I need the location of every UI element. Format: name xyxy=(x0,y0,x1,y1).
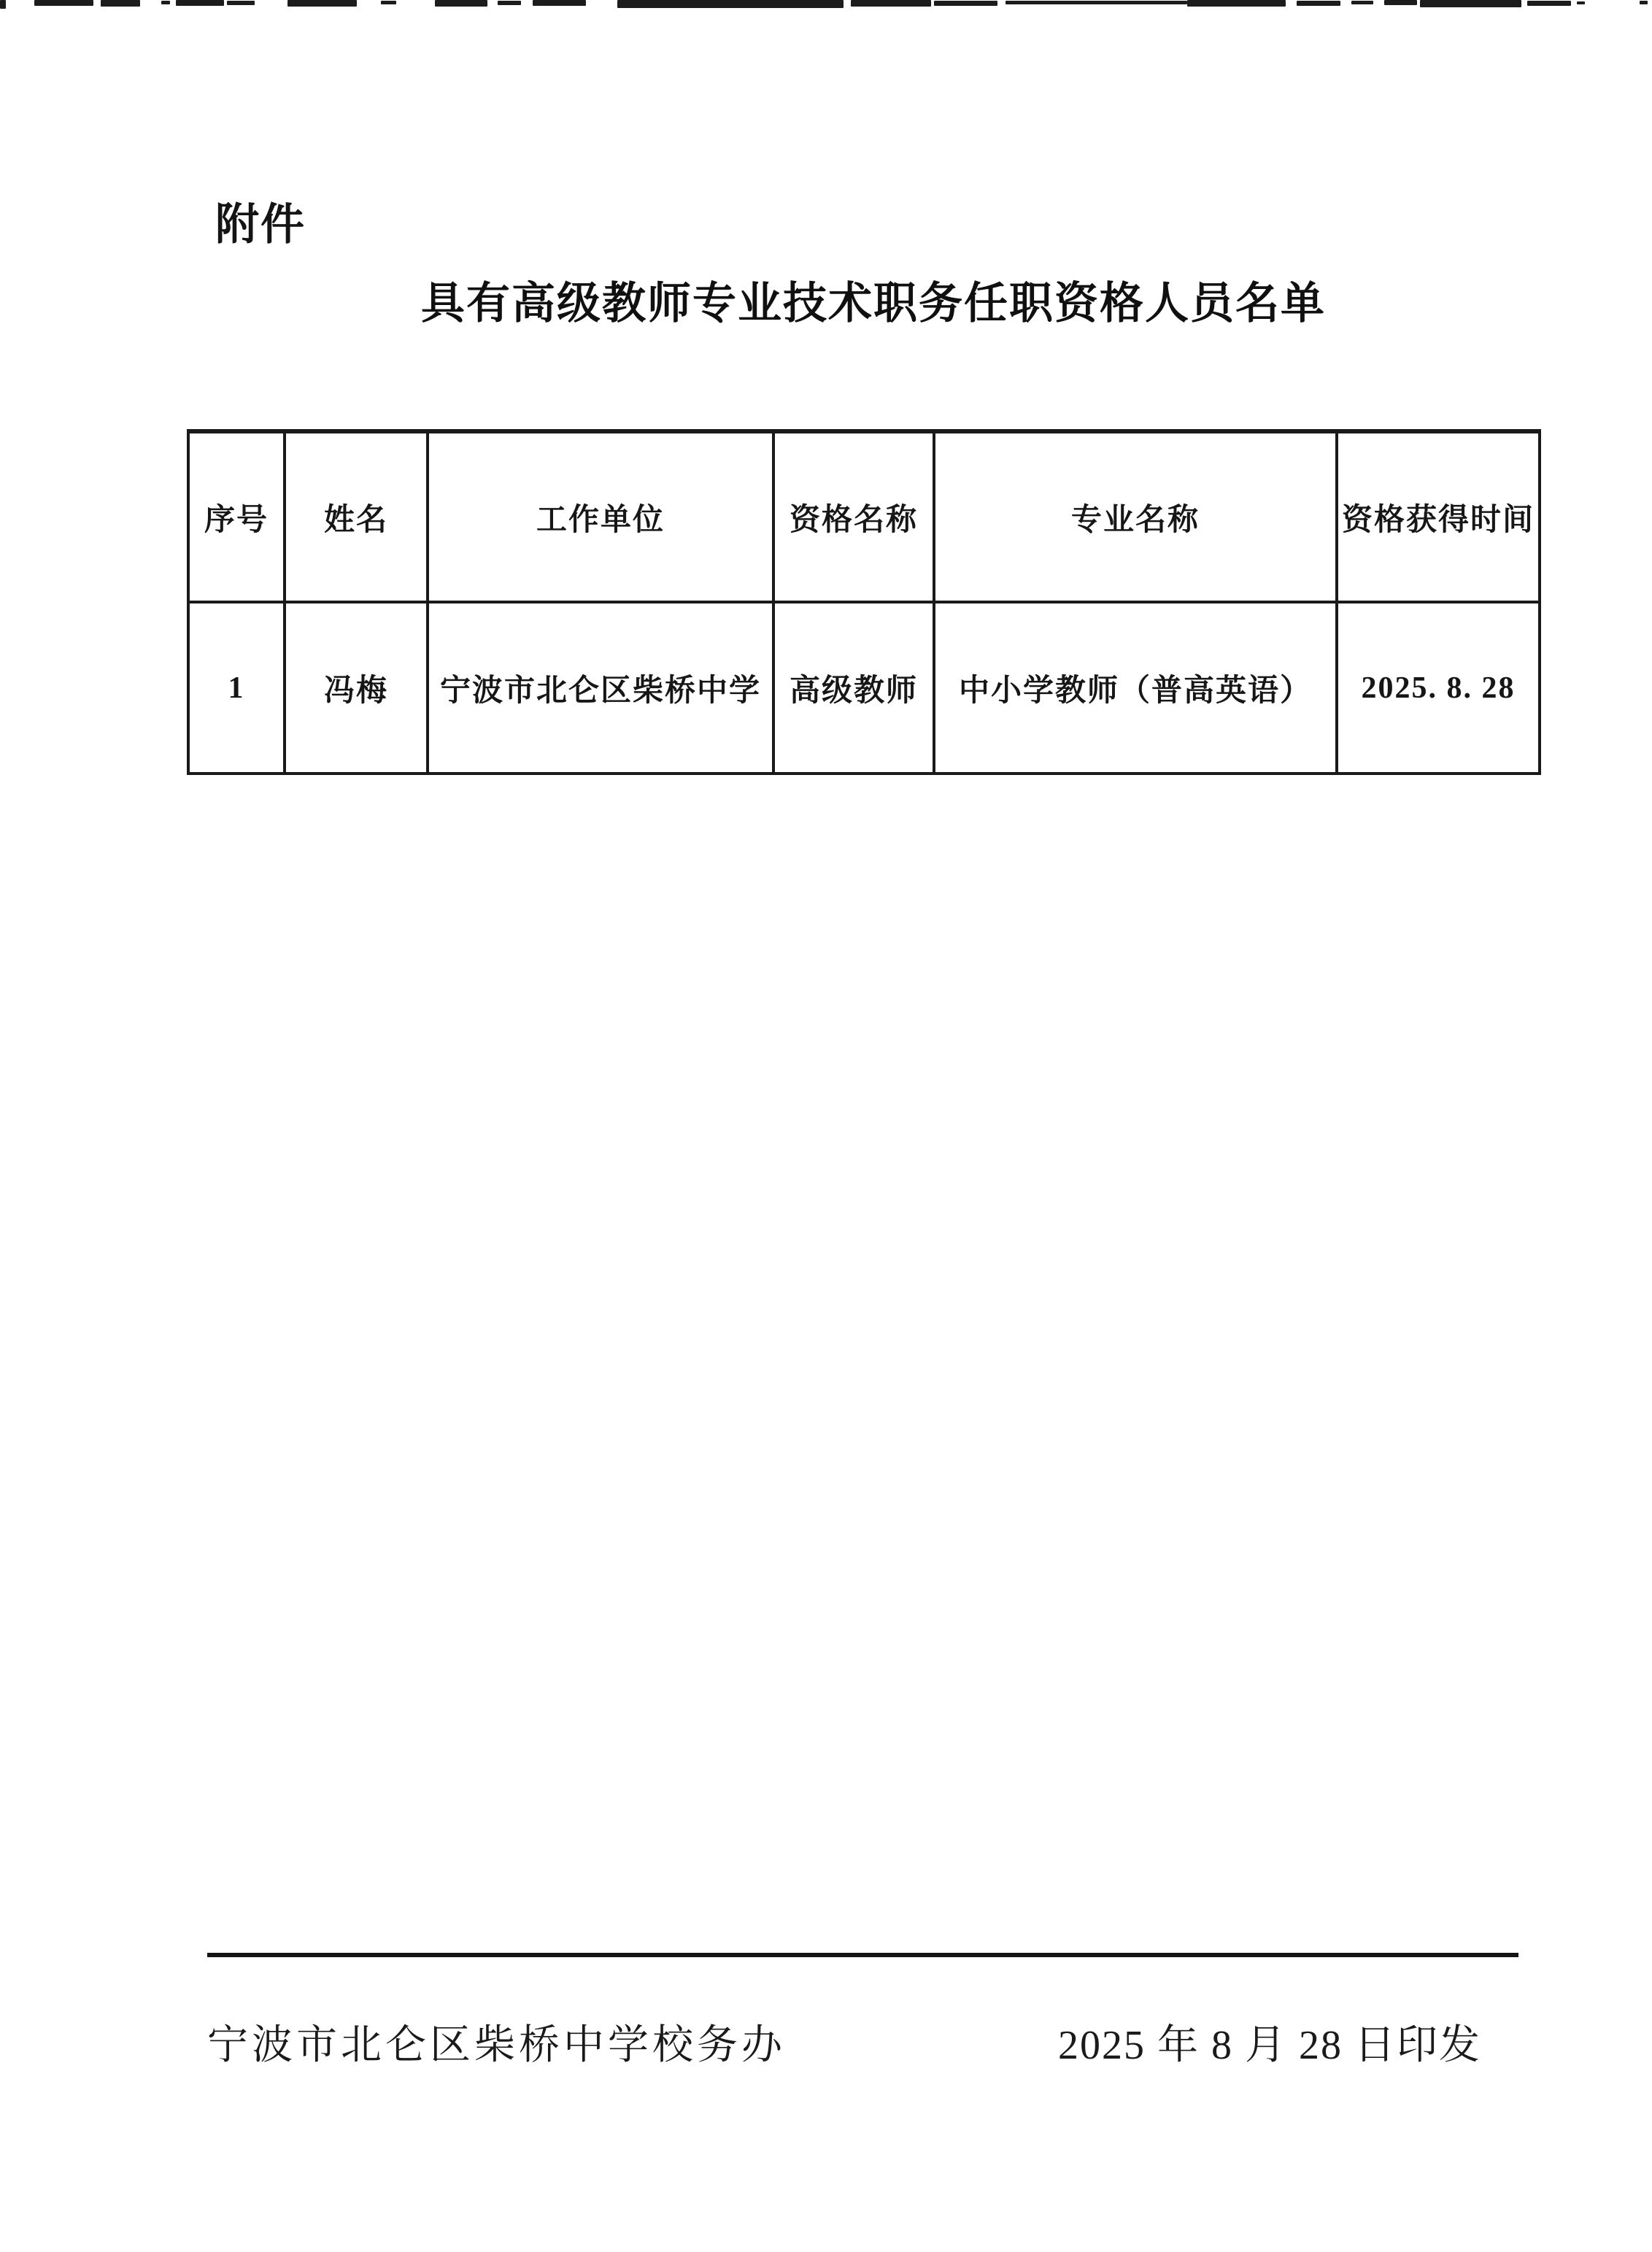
scan-artifact-segment xyxy=(1006,1,1187,4)
scan-artifact-segment xyxy=(1351,1,1373,4)
page-title: 具有高级教师专业技术职务任职资格人员名单 xyxy=(421,279,1326,328)
scan-artifact-segment xyxy=(1384,0,1417,5)
scan-artifact-segment xyxy=(381,1,396,4)
scan-artifact-segment xyxy=(498,1,521,5)
column-header-name: 姓名 xyxy=(285,431,428,602)
cell-work-unit: 宁波市北仑区柴桥中学 xyxy=(428,602,773,774)
footer xyxy=(207,2013,1481,2071)
scan-artifact-segment xyxy=(1297,1,1340,6)
scan-artifact-segment xyxy=(287,0,357,7)
scan-artifact-segment xyxy=(1187,0,1286,7)
cell-qualification: 高级教师 xyxy=(773,602,934,774)
scan-artifact-segment xyxy=(1420,0,1521,7)
footer-divider xyxy=(207,1953,1518,1957)
column-header-obtained-date: 资格获得时间 xyxy=(1337,431,1540,602)
scan-artifact-segment xyxy=(435,0,487,7)
scan-artifact-segment xyxy=(0,0,6,9)
scan-artifact-segment xyxy=(101,0,140,7)
scan-artifact-segment xyxy=(1640,1,1648,4)
scan-artifact-segment xyxy=(227,1,255,5)
column-header-serial: 序号 xyxy=(188,431,285,602)
scan-artifact-segment xyxy=(617,0,844,8)
scan-artifact-bar xyxy=(0,0,1652,12)
table-row xyxy=(188,602,1540,774)
cell-serial: 1 xyxy=(188,602,285,774)
scan-artifact-segment xyxy=(1577,1,1585,4)
scan-artifact-segment xyxy=(533,0,586,6)
qualification-table xyxy=(187,429,1541,775)
scan-artifact-segment xyxy=(176,0,224,6)
cell-name: 冯梅 xyxy=(285,602,428,774)
scan-artifact-segment xyxy=(161,1,170,4)
table-header-row xyxy=(188,431,1540,602)
column-header-work-unit: 工作单位 xyxy=(428,431,773,602)
scan-artifact-segment xyxy=(1527,1,1571,6)
scan-artifact-segment xyxy=(851,0,931,7)
scan-artifact-segment xyxy=(34,0,93,6)
cell-specialty: 中小学教师（普高英语） xyxy=(934,602,1337,774)
column-header-specialty: 专业名称 xyxy=(934,431,1337,602)
footer-issuer: 宁波市北仑区柴桥中学校务办 xyxy=(207,2023,786,2068)
scan-artifact-segment xyxy=(934,1,997,6)
attachment-label: 附件 xyxy=(215,200,306,249)
cell-obtained-date: 2025. 8. 28 xyxy=(1337,602,1540,774)
column-header-qualification: 资格名称 xyxy=(773,431,934,602)
footer-print-date: 2025 年 8 月 28 日印发 xyxy=(1058,2023,1481,2068)
